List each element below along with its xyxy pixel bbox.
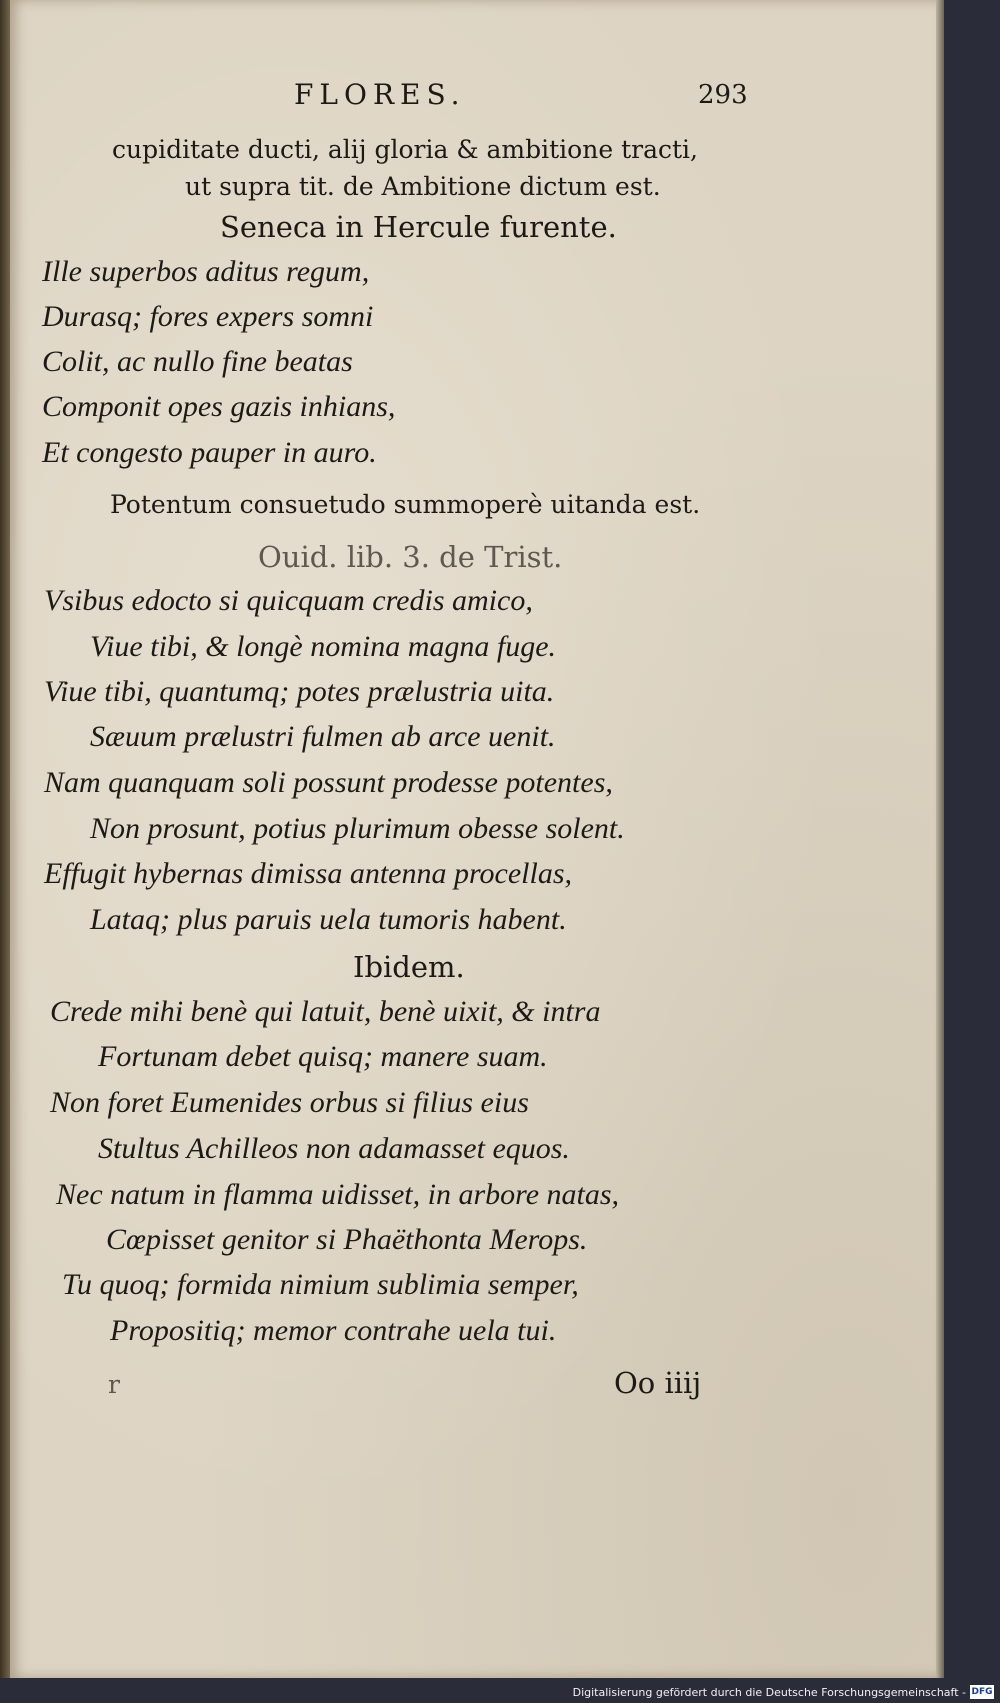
verse-line: Crede mihi benè qui latuit, benè uixit, & intra — [50, 995, 601, 1028]
prose-line: cupiditate ducti, alij gloria & ambitione tracti, — [112, 135, 698, 164]
verse-line-indented: Propositiq; memor contrahe uela tui. — [110, 1314, 557, 1347]
verse-line: Colit, ac nullo fine beatas — [42, 345, 353, 378]
prose-line: Potentum consuetudo summoperè uitanda est. — [110, 490, 701, 519]
verse-line: Effugit hybernas dimissa antenna procellas, — [44, 857, 573, 890]
section-heading: Ibidem. — [353, 950, 465, 984]
verse-line-indented: Lataq; plus paruis uela tumoris habent. — [90, 903, 567, 936]
verse-line: Nam quanquam soli possunt prodesse potentes, — [44, 766, 613, 799]
verse-line-indented: Non prosunt, potius plurimum obesse solent. — [90, 812, 625, 845]
dfg-logo: DFG — [971, 1687, 993, 1697]
verse-line: Vsibus edocto si quicquam credis amico, — [44, 584, 533, 617]
section-heading: Seneca in Hercule furente. — [220, 210, 617, 244]
digitization-credit: Digitalisierung gefördert durch die Deutsche Forschungsgemeinschaft - — [572, 1686, 966, 1699]
verse-line: Nec natum in flamma uidisset, in arbore natas, — [56, 1178, 620, 1211]
stray-mark: r — [108, 1370, 120, 1399]
prose-line: ut supra tit. de Ambitione dictum est. — [185, 172, 661, 201]
page-number: 293 — [698, 80, 748, 110]
verse-line: Tu quoq; formida nimium sublimia semper, — [62, 1268, 579, 1301]
verse-line-indented: Viue tibi, & longè nomina magna fuge. — [90, 630, 557, 663]
verse-line: Durasq; fores expers somni — [42, 300, 374, 333]
verse-line-indented: Fortunam debet quisq; manere suam. — [98, 1040, 548, 1073]
verse-line-indented: Cœpisset genitor si Phaëthonta Merops. — [106, 1223, 588, 1256]
verse-line: Et congesto pauper in auro. — [42, 436, 377, 469]
verse-line-indented: Sæuum prælustri fulmen ab arce uenit. — [90, 720, 556, 753]
verse-line: Viue tibi, quantumq; potes prælustria uita. — [44, 675, 555, 708]
section-heading: Ouid. lib. 3. de Trist. — [258, 540, 563, 574]
verse-line: Ille superbos aditus regum, — [42, 255, 370, 288]
running-head: FLORES. — [294, 78, 466, 111]
verse-line: Componit opes gazis inhians, — [42, 390, 396, 423]
verse-line: Non foret Eumenides orbus si filius eius — [50, 1086, 529, 1119]
verse-line-indented: Stultus Achilleos non adamasset equos. — [98, 1132, 570, 1165]
page-edge — [936, 0, 944, 1678]
signature-mark: Oo iiij — [614, 1366, 702, 1400]
